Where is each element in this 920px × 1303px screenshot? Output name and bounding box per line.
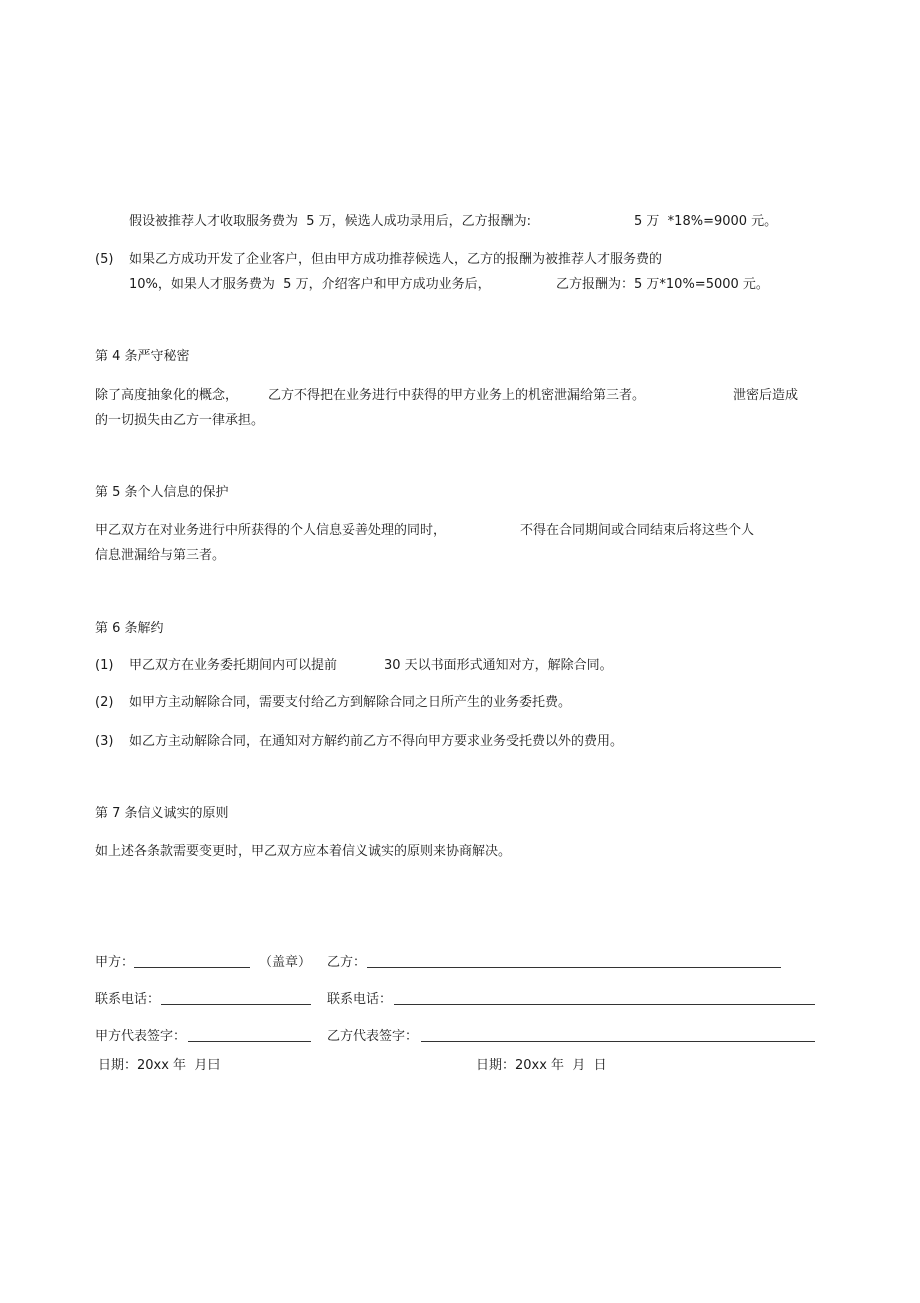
party-b-label: 乙方： <box>327 955 367 970</box>
party-b-date: 日期：20xx 年 月 日 <box>476 1058 607 1073</box>
article-6-item-1-text-b: 30 天以书面形式通知对方，解除合同。 <box>384 658 613 673</box>
article-6-item-1-text: 甲乙双方在业务委托期间内可以提前 <box>129 658 338 673</box>
seal-label: （盖章） <box>259 955 312 970</box>
party-a-date: 日期：20xx 年 月曰 <box>98 1058 221 1073</box>
article-5-heading: 第 5 条个人信息的保护 <box>95 485 229 500</box>
article-7-text: 如上述各条款需要变更时，甲乙双方应本着信义诚实的原则来协商解决。 <box>95 844 512 859</box>
item-5-text: 如果乙方成功开发了企业客户，但由甲方成功推荐候选人，乙方的报酬为被推荐人才服务费的 <box>129 252 663 267</box>
article-6-heading: 第 6 条解约 <box>95 621 164 636</box>
item-5-text-cont: 10%，如果人才服务费为 5 万，介绍客户和甲方成功业务后， <box>129 277 491 292</box>
article-6-item-2-text: 如甲方主动解除合同，需要支付给乙方到解除合同之日所产生的业务委托费。 <box>129 695 572 710</box>
party-a-blank[interactable] <box>134 967 250 968</box>
article-5-text-b: 不得在合同期间或合同结束后将这些个人 <box>520 523 755 538</box>
party-a-rep-label: 甲方代表签字： <box>95 1029 187 1044</box>
party-b-phone-label: 联系电话： <box>327 992 393 1007</box>
article-4-text-a: 除了高度抽象化的概念， <box>95 388 239 403</box>
article-6-item-1-number: (1) <box>95 658 114 673</box>
article-4-heading: 第 4 条严守秘密 <box>95 349 190 364</box>
article-5-text-cont: 信息泄漏给与第三者。 <box>95 548 226 563</box>
article-4-text-b: 乙方不得把在业务进行中获得的甲方业务上的机密泄漏给第三者。 <box>268 388 646 403</box>
party-a-label: 甲方： <box>95 955 135 970</box>
article-5-text-a: 甲乙双方在对业务进行中所获得的个人信息妥善处理的同时， <box>95 523 447 538</box>
article-7-heading: 第 7 条信义诚实的原则 <box>95 806 229 821</box>
party-b-rep-label: 乙方代表签字： <box>327 1029 419 1044</box>
fee-example-result: 5 万 *18%=9000 元。 <box>634 214 778 229</box>
party-a-phone-blank[interactable] <box>161 1004 311 1005</box>
party-b-rep-blank[interactable] <box>421 1041 815 1042</box>
party-a-phone-label: 联系电话： <box>95 992 161 1007</box>
fee-example-line: 假设被推荐人才收取服务费为 5 万，候选人成功录用后，乙方报酬为: <box>129 214 532 229</box>
article-6-item-2-number: (2) <box>95 695 114 710</box>
party-a-rep-blank[interactable] <box>188 1041 311 1042</box>
article-6-item-3-number: (3) <box>95 734 114 749</box>
item-5-number: (5) <box>95 252 114 267</box>
article-4-text-c: 泄密后造成 <box>733 388 799 403</box>
article-6-item-3-text: 如乙方主动解除合同，在通知对方解约前乙方不得向甲方要求业务受托费以外的费用。 <box>129 734 624 749</box>
item-5-result: 乙方报酬为：5 万*10%=5000 元。 <box>556 277 769 292</box>
article-4-text-cont: 的一切损失由乙方一律承担。 <box>95 413 265 428</box>
party-b-phone-blank[interactable] <box>394 1004 815 1005</box>
party-b-blank[interactable] <box>367 967 781 968</box>
